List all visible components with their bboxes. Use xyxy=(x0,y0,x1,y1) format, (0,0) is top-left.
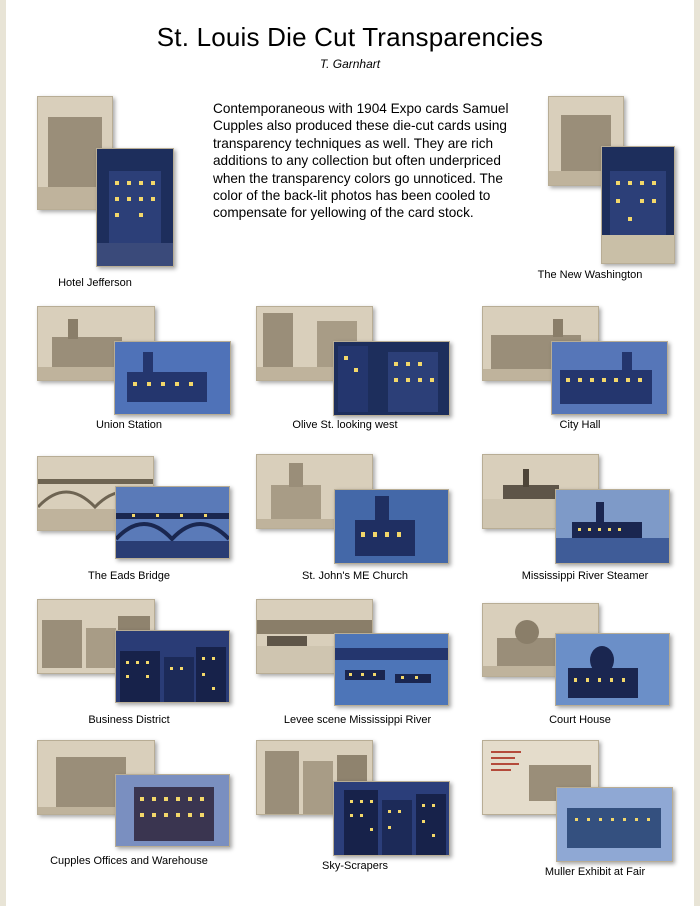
st-johns-night-card xyxy=(334,489,449,564)
caption-city-hall: City Hall xyxy=(559,419,601,431)
warehouse-illustration xyxy=(116,775,229,846)
caption-court-house: Court House xyxy=(549,714,611,726)
intro-paragraph: Contemporaneous with 1904 Expo cards Samuel Cupples also produced these die-cut cards using transparency techniques as well. They are rich additions to any collection but often underpriced when the transparency colors go unnoticed. The color of the back-lit photos has been cooled to compensate for yellowing of the card stock. xyxy=(213,101,509,221)
bridge-illustration xyxy=(116,487,229,558)
caption-new-washington: The New Washington xyxy=(537,269,643,281)
caption-st-johns: St. John's ME Church xyxy=(301,570,409,582)
court-house-night-card xyxy=(555,633,670,706)
new-washington-night-card xyxy=(601,146,675,264)
caption-olive-st: Olive St. looking west xyxy=(292,419,398,431)
building-illustration xyxy=(97,149,173,266)
steamer-illustration xyxy=(556,490,669,563)
levee-scene-night-card xyxy=(334,633,449,706)
caption-levee-scene: Levee scene Mississippi River xyxy=(283,714,432,726)
page-title: St. Louis Die Cut Transparencies xyxy=(156,22,544,52)
olive-st-night-card xyxy=(333,341,450,416)
eads-bridge-night-card xyxy=(115,486,230,559)
cupples-offices-night-card xyxy=(115,774,230,847)
building-illustration xyxy=(602,147,674,263)
church-illustration xyxy=(335,490,448,563)
hotel-jefferson-night-card xyxy=(96,148,174,267)
muller-exhibit-night-card xyxy=(556,787,673,862)
caption-cupples-offices: Cupples Offices and Warehouse xyxy=(50,855,208,867)
building-illustration xyxy=(552,342,667,414)
caption-hotel-jefferson: Hotel Jefferson xyxy=(58,277,132,289)
caption-sky-scrapers: Sky-Scrapers xyxy=(321,860,389,872)
union-station-night-card xyxy=(114,341,231,415)
river-steamer-night-card xyxy=(555,489,670,564)
river-illustration xyxy=(335,634,448,705)
caption-muller-exhibit: Muller Exhibit at Fair xyxy=(544,866,646,878)
exhibit-illustration xyxy=(557,788,672,861)
caption-union-station: Union Station xyxy=(95,419,163,431)
caption-river-steamer: Mississippi River Steamer xyxy=(521,570,649,582)
building-illustration xyxy=(556,634,669,705)
city-illustration xyxy=(116,631,229,702)
street-illustration xyxy=(334,342,449,415)
business-district-night-card xyxy=(115,630,230,703)
caption-business-district: Business District xyxy=(88,714,170,726)
skyscraper-illustration xyxy=(334,782,449,855)
city-hall-night-card xyxy=(551,341,668,415)
caption-eads-bridge: The Eads Bridge xyxy=(88,570,170,582)
sky-scrapers-night-card xyxy=(333,781,450,856)
author-name: T. Garnhart xyxy=(319,57,381,71)
building-illustration xyxy=(115,342,230,414)
